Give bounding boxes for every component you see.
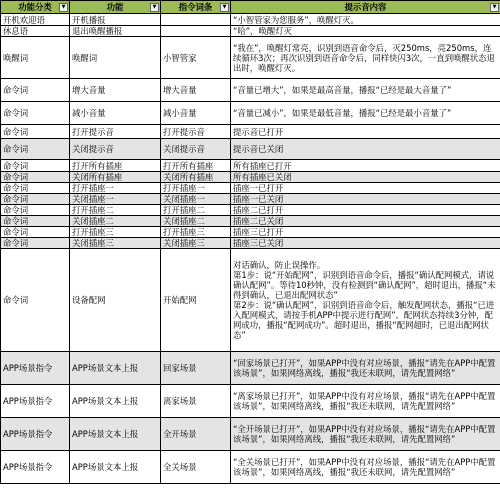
cell-category[interactable]: 命令词 <box>1 238 70 249</box>
cell-function[interactable]: 打开插座二 <box>70 205 161 216</box>
cell-category[interactable]: APP场景指令 <box>1 451 70 484</box>
cell-prompt[interactable]: 插座三已打开 <box>231 227 500 238</box>
table-row <box>1 37 500 79</box>
cell-category[interactable]: 命令词 <box>1 216 70 227</box>
cell-prompt[interactable]: “我在”，唤醒灯常亮，识别到语音命令后，灭250ms，亮250ms，连续循环3次；再次识别到语音命令后，同样快闪3次，一直到唤醒状态退出时，唤醒灯灭。 <box>231 37 500 79</box>
cell-prompt[interactable]: 提示音已打开 <box>231 125 500 139</box>
cell-function[interactable]: 打开提示音 <box>70 125 161 139</box>
cell-function[interactable]: 唤醒词 <box>70 37 161 79</box>
cell-function[interactable]: 关闭插座一 <box>70 194 161 205</box>
cell-category[interactable]: 命令词 <box>1 227 70 238</box>
cell-function[interactable]: 关闭插座二 <box>70 216 161 227</box>
cell-category[interactable]: 命令词 <box>1 249 70 352</box>
cell-prompt[interactable]: 对话确认，防止误操作。 第1步：说“开始配网”，识别到语音命令后，播报“确认配网模式，请说确认配网”。等待10秒钟，没有检测到“确认配网”，超时退出，播报“未得到确认，已退出配网状态” 第2步：说“确认配网”，识别到语音命令后，触发配网状态，播报“已进入配网模式，请按手机APP中提示进行配网”。配网状态持续3分钟，配网成功，播报“配网成功”。超时退出，播报“配网超时，已退出配网状态” <box>231 249 500 352</box>
cell-category[interactable]: APP场景指令 <box>1 385 70 418</box>
table-row <box>1 102 500 125</box>
table-row <box>1 183 500 194</box>
cell-prompt[interactable]: 插座一已关闭 <box>231 194 500 205</box>
cell-function[interactable]: 关闭所有插座 <box>70 172 161 183</box>
filter-dropdown-icon[interactable]: ▼ <box>59 3 68 12</box>
cell-command[interactable]: 减小音量 <box>161 102 231 125</box>
cell-category[interactable]: 开机欢迎语 <box>1 14 70 26</box>
cell-category[interactable]: 唤醒词 <box>1 37 70 79</box>
table-row <box>1 139 500 160</box>
cell-prompt[interactable]: 插座二已关闭 <box>231 216 500 227</box>
cell-command[interactable]: 关闭所有插座 <box>161 172 231 183</box>
cell-prompt[interactable]: “回家场景已打开”，如果APP中没有对应场景，播报“请先在APP中配置该场景”，如果网络离线，播报“我还未联网，请先配置网络” <box>231 352 500 385</box>
cell-prompt[interactable]: 所有插座已关闭 <box>231 172 500 183</box>
cell-command[interactable]: 打开插座一 <box>161 183 231 194</box>
cell-category[interactable]: 命令词 <box>1 139 70 160</box>
cell-prompt[interactable]: “离家场景已打开”，如果APP中没有对应场景，播报“请先在APP中配置该场景”，如果网络离线，播报“我还未联网，请先配置网络” <box>231 385 500 418</box>
cell-function[interactable]: 减小音量 <box>70 102 161 125</box>
table-row <box>1 205 500 216</box>
cell-command[interactable]: 打开提示音 <box>161 125 231 139</box>
cell-function[interactable]: APP场景文本上报 <box>70 352 161 385</box>
table-row <box>1 385 500 418</box>
filter-dropdown-icon[interactable]: ▼ <box>220 3 229 12</box>
cell-function[interactable]: 关闭插座三 <box>70 238 161 249</box>
cell-command[interactable]: 小智管家 <box>161 37 231 79</box>
table-row <box>1 238 500 249</box>
cell-command[interactable]: 离家场景 <box>161 385 231 418</box>
cell-command[interactable]: 增大音量 <box>161 79 231 102</box>
cell-command[interactable]: 关闭插座二 <box>161 216 231 227</box>
cell-function[interactable]: 设备配网 <box>70 249 161 352</box>
cell-function[interactable]: APP场景文本上报 <box>70 418 161 451</box>
cell-command[interactable]: 全关场景 <box>161 451 231 484</box>
cell-category[interactable]: 命令词 <box>1 205 70 216</box>
table-row <box>1 26 500 37</box>
cell-command[interactable]: 回家场景 <box>161 352 231 385</box>
cell-category[interactable]: 命令词 <box>1 183 70 194</box>
cell-category[interactable]: 命令词 <box>1 160 70 172</box>
cell-category[interactable]: 命令词 <box>1 194 70 205</box>
cell-command[interactable]: 关闭提示音 <box>161 139 231 160</box>
cell-prompt[interactable]: 插座一已打开 <box>231 183 500 194</box>
cell-category[interactable]: 命令词 <box>1 102 70 125</box>
cell-prompt[interactable]: “音量已减小”，如果是最低音量，播报“已经是最小音量了” <box>231 102 500 125</box>
table-row <box>1 249 500 352</box>
cell-function[interactable]: APP场景文本上报 <box>70 451 161 484</box>
cell-function[interactable]: 增大音量 <box>70 79 161 102</box>
cell-prompt[interactable]: “小智管家为您服务”，唤醒灯灭。 <box>231 14 500 26</box>
table-row <box>1 79 500 102</box>
cell-command[interactable]: 打开所有插座 <box>161 160 231 172</box>
header-row <box>1 1 500 14</box>
table-row <box>1 227 500 238</box>
cell-prompt[interactable]: 插座三已关闭 <box>231 238 500 249</box>
header-category[interactable]: 功能分类 ▼ <box>1 1 70 14</box>
cell-prompt[interactable]: 所有插座已打开 <box>231 160 500 172</box>
header-prompt[interactable]: 提示音内容 ▼ <box>231 1 500 14</box>
cell-prompt[interactable]: “音量已增大”，如果是最高音量，播报“已经是最大音量了” <box>231 79 500 102</box>
cell-command[interactable] <box>161 26 231 37</box>
cell-command[interactable]: 全开场景 <box>161 418 231 451</box>
cell-command[interactable]: 打开插座二 <box>161 205 231 216</box>
cell-function[interactable]: 打开插座一 <box>70 183 161 194</box>
table-row <box>1 194 500 205</box>
table-row <box>1 216 500 227</box>
cell-category[interactable]: 休息语 <box>1 26 70 37</box>
table-row <box>1 125 500 139</box>
table-row <box>1 160 500 172</box>
cell-command[interactable]: 关闭插座一 <box>161 194 231 205</box>
cell-command[interactable]: 开始配网 <box>161 249 231 352</box>
cell-command[interactable]: 关闭插座三 <box>161 238 231 249</box>
cell-command[interactable] <box>161 14 231 26</box>
cell-function[interactable]: APP场景文本上报 <box>70 385 161 418</box>
cell-category[interactable]: 命令词 <box>1 125 70 139</box>
table-row <box>1 418 500 451</box>
cell-category[interactable]: APP场景指令 <box>1 418 70 451</box>
table-row <box>1 352 500 385</box>
cell-category[interactable]: 命令词 <box>1 79 70 102</box>
cell-prompt[interactable]: “哈”，唤醒灯灭 <box>231 26 500 37</box>
cell-function[interactable]: 打开所有插座 <box>70 160 161 172</box>
cell-category[interactable]: APP场景指令 <box>1 352 70 385</box>
cell-function[interactable]: 退出唤醒播报 <box>70 26 161 37</box>
header-command[interactable]: 指令词条 ▼ <box>161 1 231 14</box>
cell-category[interactable]: 命令词 <box>1 172 70 183</box>
cell-prompt[interactable]: 插座二已打开 <box>231 205 500 216</box>
cell-prompt[interactable]: “全关场景已打开”，如果APP中没有对应场景，播报“请先在APP中配置该场景”，如果网络离线，播报“我还未联网，请先配置网络” <box>231 451 500 484</box>
table-row <box>1 14 500 26</box>
cell-function[interactable]: 开机播报 <box>70 14 161 26</box>
filter-dropdown-icon[interactable]: ▼ <box>490 3 499 12</box>
cell-prompt[interactable]: 提示音已关闭 <box>231 139 500 160</box>
table-row <box>1 172 500 183</box>
cell-command[interactable]: 打开插座三 <box>161 227 231 238</box>
table-row <box>1 451 500 484</box>
filter-dropdown-icon[interactable]: ▼ <box>150 3 159 12</box>
cell-function[interactable]: 关闭提示音 <box>70 139 161 160</box>
cell-prompt[interactable]: “全开场景已打开”，如果APP中没有对应场景，播报“请先在APP中配置该场景”，如果网络离线，播报“我还未联网，请先配置网络” <box>231 418 500 451</box>
header-function[interactable]: 功能 ▼ <box>70 1 161 14</box>
cell-function[interactable]: 打开插座三 <box>70 227 161 238</box>
